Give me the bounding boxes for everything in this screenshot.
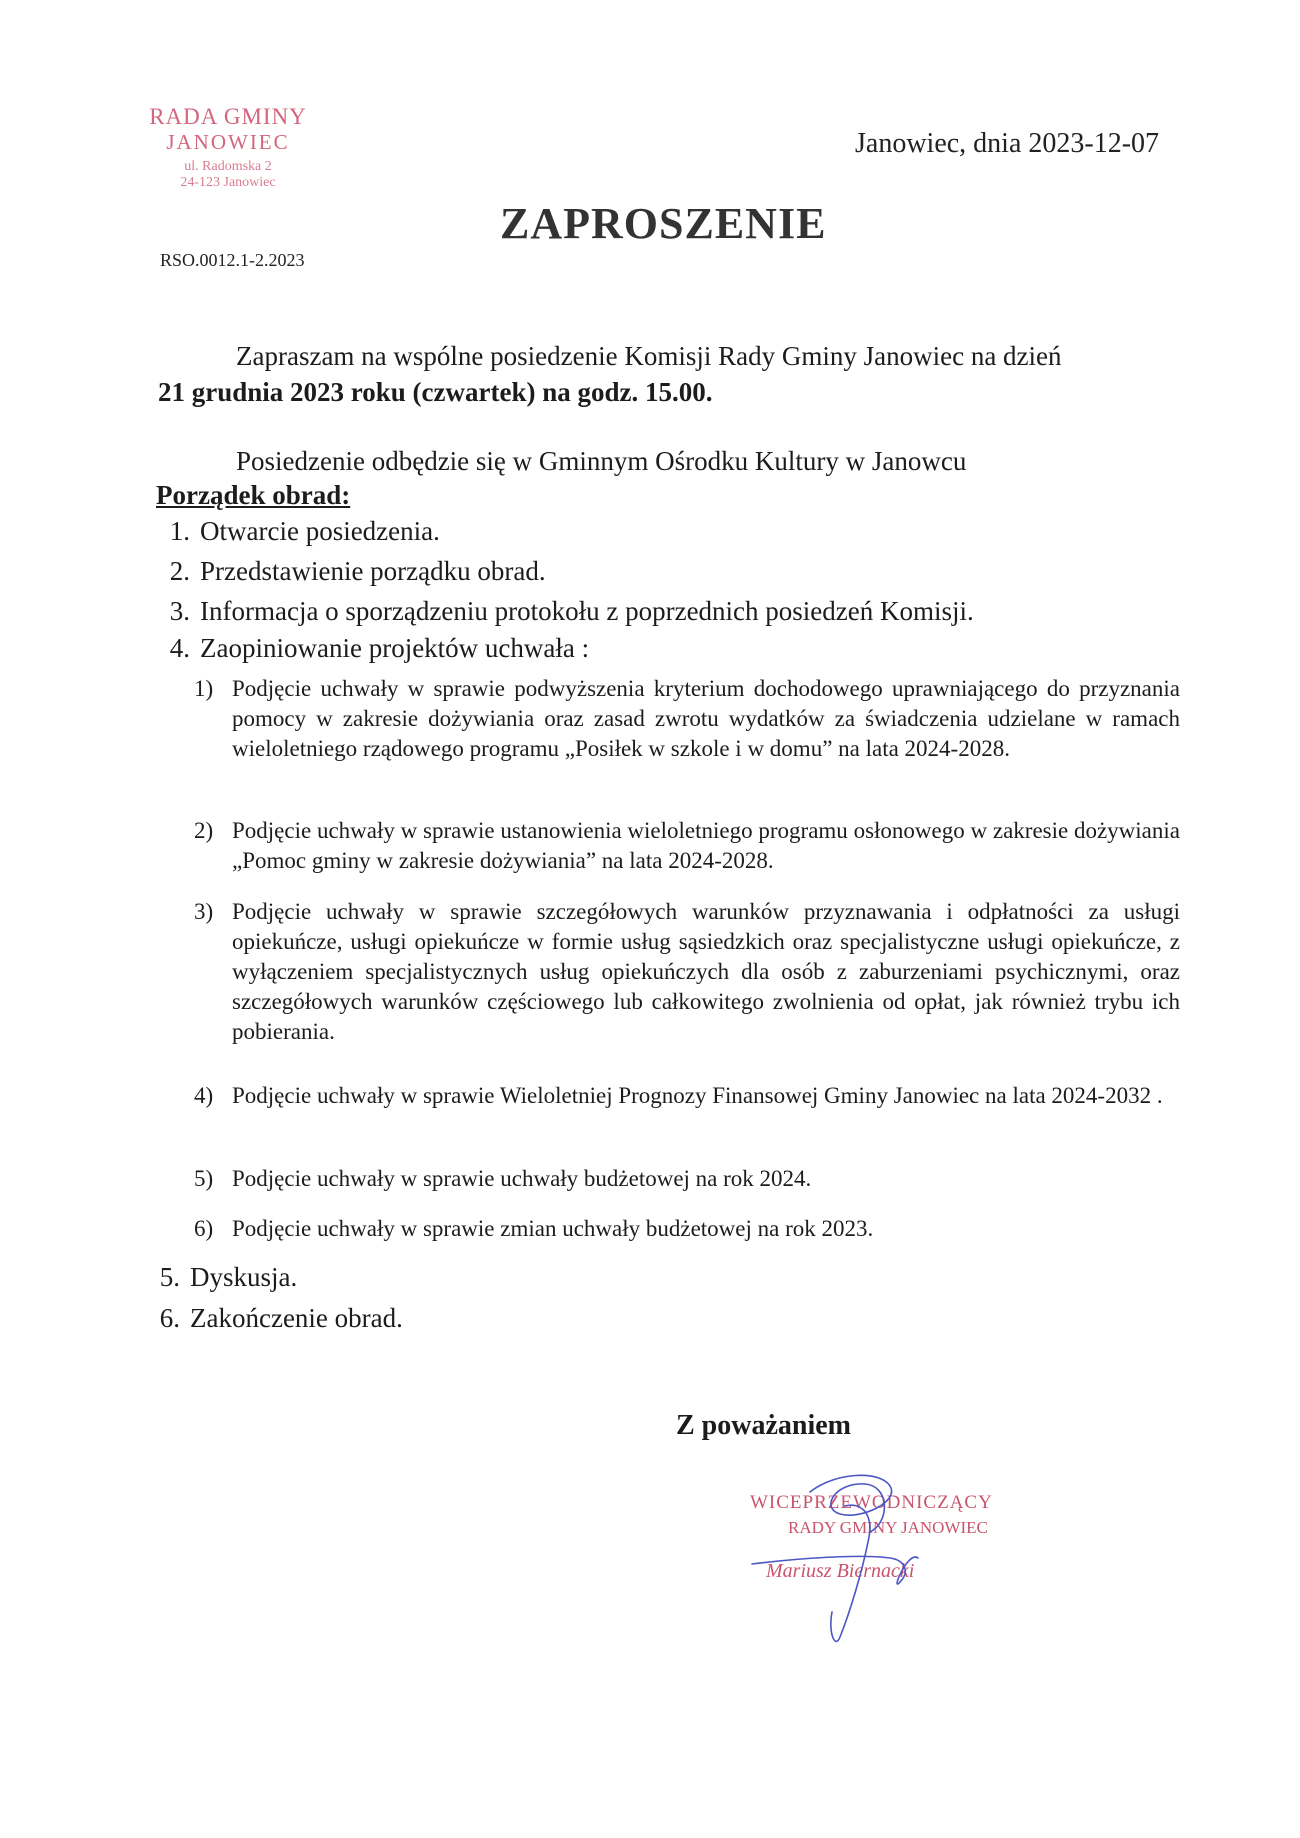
resolution-item: [194, 1081, 1180, 1111]
agenda-item: [150, 556, 546, 587]
agenda-item: [140, 1262, 297, 1293]
agenda-item-text: Przedstawienie porządku obrad.: [200, 556, 546, 586]
agenda-item-text: Dyskusja.: [190, 1262, 298, 1292]
resolution-text: Podjęcie uchwały w sprawie podwyższenia kryterium dochodowego uprawniającego do przyznania pomocy w zakresie dożywiania oraz zasad zwrotu wydatków za świadczenia udzielane w ramach wieloletniego rządowego programu „Posiłek w szkole i w domu” na lata 2024-2028.: [232, 676, 1180, 761]
agenda-item-number: 4.: [169, 633, 190, 663]
agenda-item-text: Zakończenie obrad.: [190, 1303, 403, 1333]
invitation-date-time: 21 grudnia 2023 roku (czwartek) na godz. 15.00.: [158, 377, 713, 407]
signature-title: WICEPRZEWODNICZĄCY: [750, 1492, 993, 1513]
agenda-item-number: 5.: [159, 1262, 180, 1292]
agenda-heading: Porządek obrad:: [156, 480, 351, 510]
agenda-item-number: 6.: [159, 1303, 180, 1333]
agenda-item-text: Informacja o sporządzeniu protokołu z poprzednich posiedzeń Komisji.: [200, 596, 974, 626]
council-stamp: [138, 104, 318, 191]
resolution-item: [194, 1164, 1180, 1194]
stamp-line-4: 24-123 Janowiec: [180, 175, 276, 190]
agenda-item-number: 1.: [169, 516, 190, 546]
resolution-text: Podjęcie uchwały w sprawie uchwały budżetowej na rok 2024.: [232, 1166, 812, 1191]
resolution-text: Podjęcie uchwały w sprawie szczegółowych warunków przyznawania i odpłatności za usługi opiekuńcze, usługi opiekuńcze w formie usług sąsiedzkich oraz specjalistyczne usługi opiekuńcze, z wyłączeniem specjalistycznych usług opiekuńczych dla osób z zaburzeniami psychicznymi, oraz szczegółowych warunków częściowego lub całkowitego zwolnienia od opłat, jak również trybu ich pobierania.: [232, 899, 1180, 1044]
reference-number: RSO.0012.1-2.2023: [160, 250, 305, 270]
document-date: Janowiec, dnia 2023-12-07: [855, 128, 1160, 159]
resolution-text: Podjęcie uchwały w sprawie ustanowienia wieloletniego programu osłonowego w zakresie dożywiania „Pomoc gminy w zakresie dożywiania” na lata 2024-2028.: [232, 818, 1180, 873]
resolution-text: Podjęcie uchwały w sprawie zmian uchwały budżetowej na rok 2023.: [232, 1216, 874, 1241]
agenda-item-number: 3.: [169, 596, 190, 626]
resolution-number: 6): [194, 1216, 214, 1241]
agenda-item-number: 2.: [169, 556, 190, 586]
resolution-number: 3): [194, 899, 214, 924]
invitation-text: Zapraszam na wspólne posiedzenie Komisji Rady Gminy Janowiec na dzień: [236, 341, 1062, 371]
document-title: ZAPROSZENIE: [500, 199, 827, 248]
resolution-text: Podjęcie uchwały w sprawie Wieloletniej Prognozy Finansowej Gminy Janowiec na lata 2024-2032 .: [232, 1083, 1163, 1108]
resolution-number: 4): [194, 1083, 214, 1108]
signature-body: RADY GMINY JANOWIEC: [788, 1518, 988, 1537]
meeting-location: Posiedzenie odbędzie się w Gminnym Ośrodku Kultury w Janowcu: [236, 446, 967, 476]
resolution-number: 2): [194, 818, 214, 843]
signature-name: Mariusz Biernacki: [766, 1560, 915, 1582]
resolution-item: [194, 674, 1180, 764]
agenda-item-text: Zaopiniowanie projektów uchwała :: [200, 633, 590, 663]
resolution-number: 1): [194, 676, 214, 701]
agenda-item: [150, 633, 589, 664]
invitation-paragraph: [158, 338, 1178, 410]
handwritten-signature-icon: [740, 1462, 1000, 1652]
agenda-item: [150, 516, 440, 547]
stamp-line-3: ul. Radomska 2: [184, 159, 272, 174]
closing-salutation: Z poważaniem: [676, 1410, 851, 1441]
resolution-item: [194, 897, 1180, 1047]
agenda-item: [150, 596, 974, 627]
agenda-item-text: Otwarcie posiedzenia.: [200, 516, 440, 546]
stamp-line-2: JANOWIEC: [166, 130, 290, 154]
agenda-item: [140, 1303, 403, 1334]
resolution-number: 5): [194, 1166, 214, 1191]
resolution-item: [194, 816, 1180, 876]
stamp-line-1: RADA GMINY: [149, 104, 307, 129]
resolution-item: [194, 1214, 1180, 1244]
signature-stamp: [740, 1462, 1000, 1652]
